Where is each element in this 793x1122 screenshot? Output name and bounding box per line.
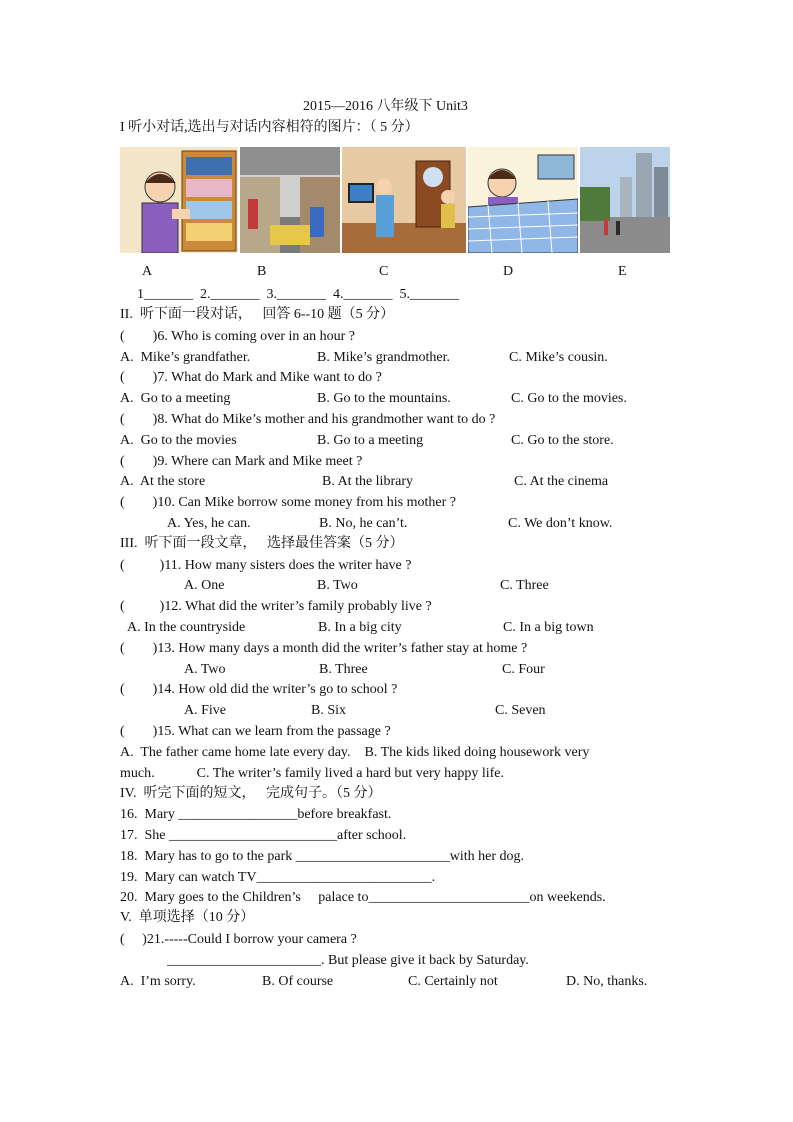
q6-option-b: B. Mike’s grandmother. <box>317 350 450 365</box>
answer-blanks-1-5: 1_______ 2._______ 3._______ 4._______ 5._______ <box>137 287 459 302</box>
q15-options-line-2: much. C. The writer’s family lived a hard but very happy life. <box>120 766 505 781</box>
section-1-heading: I 听小对话,选出与对话内容相符的图片：（ 5 分） <box>120 120 419 135</box>
page-title: 2015—2016 八年级下 Unit3 <box>303 99 468 114</box>
question-21-response: ______________________. But please give it back by Saturday. <box>167 953 529 968</box>
q21-option-a: A. I’m sorry. <box>120 974 196 989</box>
q8-option-a: A. Go to the movies <box>120 433 237 448</box>
q21-option-b: B. Of course <box>262 974 334 989</box>
picture-c-living-room <box>342 147 466 253</box>
q21-option-d: D. No, thanks. <box>566 974 648 989</box>
picture-strip <box>120 147 670 253</box>
picture-letter-d: D <box>503 264 514 279</box>
question-8: ( )8. What do Mike’s mother and his grandmother want to do ? <box>120 412 496 427</box>
q11-option-b: B. Two <box>317 578 358 593</box>
question-21: ( )21.-----Could I borrow your camera ? <box>120 932 357 947</box>
picture-b-shopping-street <box>240 147 340 253</box>
q11-option-a: A. One <box>184 578 225 593</box>
q6-option-c: C. Mike’s cousin. <box>509 350 608 365</box>
sentence-20: 20. Mary goes to the Children’s palace to_______________________on weekends. <box>120 890 606 905</box>
q8-option-b: B. Go to a meeting <box>317 433 424 448</box>
question-15: ( )15. What can we learn from the passage ? <box>120 724 391 739</box>
q11-option-c: C. Three <box>500 578 549 593</box>
q13-option-b: B. Three <box>319 662 368 677</box>
q21-option-c: C. Certainly not <box>408 974 498 989</box>
q7-option-a: A. Go to a meeting <box>120 391 231 406</box>
picture-letter-e: E <box>618 264 627 279</box>
q13-option-a: A. Two <box>184 662 226 677</box>
sentence-18: 18. Mary has to go to the park ______________________with her dog. <box>120 849 525 864</box>
section-5-heading: V. 单项选择（10 分） <box>120 910 255 925</box>
section-3-heading: III. 听下面一段文章， 选择最佳答案（5 分） <box>120 536 404 551</box>
sentence-17: 17. She ________________________after school. <box>120 828 407 843</box>
q7-option-c: C. Go to the movies. <box>511 391 627 406</box>
q9-option-c: C. At the cinema <box>514 474 609 489</box>
question-7: ( )7. What do Mark and Mike want to do ? <box>120 370 382 385</box>
q10-option-a: A. Yes, he can. <box>167 516 251 531</box>
question-9: ( )9. Where can Mark and Mike meet ? <box>120 454 363 469</box>
q8-option-c: C. Go to the store. <box>511 433 614 448</box>
question-11: ( )11. How many sisters does the writer have ? <box>120 558 412 573</box>
picture-letter-a: A <box>142 264 153 279</box>
question-6: ( )6. Who is coming over in an hour ? <box>120 329 355 344</box>
q7-option-b: B. Go to the mountains. <box>317 391 451 406</box>
q13-option-c: C. Four <box>502 662 545 677</box>
q6-option-a: A. Mike’s grandfather. <box>120 350 251 365</box>
question-12: ( )12. What did the writer’s family probably live ? <box>120 599 432 614</box>
picture-letter-c: C <box>379 264 389 279</box>
q12-option-a: A. In the countryside <box>127 620 246 635</box>
q14-option-a: A. Five <box>184 703 226 718</box>
q14-option-b: B. Six <box>311 703 347 718</box>
question-14: ( )14. How old did the writer’s go to school ? <box>120 682 398 697</box>
q9-option-a: A. At the store <box>120 474 206 489</box>
sentence-16: 16. Mary _________________before breakfast. <box>120 807 392 822</box>
q10-option-b: B. No, he can’t. <box>319 516 408 531</box>
q10-option-c: C. We don’t know. <box>508 516 613 531</box>
q15-options-line-1: A. The father came home late every day. B. The kids liked doing housework very <box>120 745 590 760</box>
section-4-heading: IV. 听完下面的短文， 完成句子。（5 分） <box>120 786 382 801</box>
picture-a-folding-clothes <box>120 147 238 253</box>
question-13: ( )13. How many days a month did the writer’s father stay at home ? <box>120 641 528 656</box>
picture-e-city-street <box>580 147 670 253</box>
q14-option-c: C. Seven <box>495 703 546 718</box>
section-2-heading: II. 听下面一段对话， 回答 6--10 题（5 分） <box>120 307 395 322</box>
q12-option-b: B. In a big city <box>318 620 402 635</box>
picture-d-making-bed <box>468 147 578 253</box>
picture-letter-b: B <box>257 264 267 279</box>
sentence-19: 19. Mary can watch TV_________________________. <box>120 870 436 885</box>
q9-option-b: B. At the library <box>322 474 413 489</box>
q12-option-c: C. In a big town <box>503 620 594 635</box>
question-10: ( )10. Can Mike borrow some money from his mother ? <box>120 495 456 510</box>
